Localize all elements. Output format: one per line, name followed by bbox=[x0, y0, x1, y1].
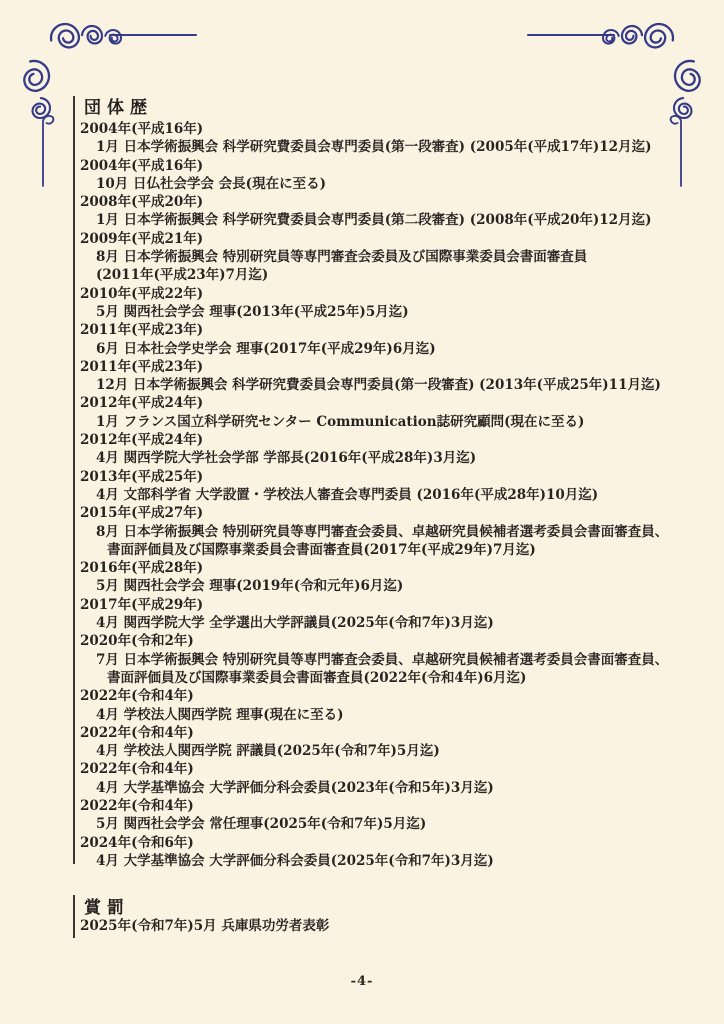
history-line: 2008年(平成20年) bbox=[80, 194, 204, 211]
history-line: 4月 大学基準協会 大学評価分科会委員(2023年(令和5年)3月迄) bbox=[96, 779, 494, 796]
history-line: 1月 日本学術振興会 科学研究費委員会専門委員(第一段審査) (2005年(平成17年)12月迄) bbox=[96, 139, 652, 156]
history-line: 4月 学校法人関西学院 理事(現在に至る) bbox=[96, 706, 344, 723]
history-line: 2010年(平成22年) bbox=[80, 285, 204, 302]
history-line: 2011年(平成23年) bbox=[80, 322, 204, 339]
history-line: 1月 フランス国立科学研究センター Communication誌研究顧問(現在に至る) bbox=[96, 413, 585, 430]
award-line: 2025年(令和7年)5月 兵庫県功労者表彰 bbox=[80, 918, 330, 934]
history-line: 4月 学校法人関西学院 評議員(2025年(令和7年)5月迄) bbox=[96, 743, 440, 760]
history-line: 2009年(平成21年) bbox=[80, 230, 204, 247]
history-line: 書面評価員及び国際事業委員会書面審査員(2017年(平成29年)7月迄) bbox=[107, 541, 536, 558]
history-line: 2022年(令和4年) bbox=[80, 724, 194, 741]
history-line: 8月 日本学術振興会 特別研究員等専門審査会委員、卓越研究員候補者選考委員会書面審査員、 bbox=[96, 523, 669, 540]
history-line: 6月 日本社会学史学会 理事(2017年(平成29年)6月迄) bbox=[96, 340, 436, 357]
history-line: 2012年(平成24年) bbox=[80, 395, 204, 412]
history-line: 5月 関西社会学会 理事(2019年(令和元年)6月迄) bbox=[96, 578, 404, 595]
history-line: 1月 日本学術振興会 科学研究費委員会専門委員(第二段審査) (2008年(平成20年)12月迄) bbox=[96, 212, 652, 229]
history-line: 2015年(平成27年) bbox=[80, 505, 204, 522]
history-line: (2011年(平成23年)7月迄) bbox=[96, 267, 269, 284]
history-line: 10月 日仏社会学会 会長(現在に至る) bbox=[96, 175, 326, 192]
history-line: 12月 日本学術振興会 科学研究費委員会専門委員(第一段審査) (2013年(平成25年)11月迄) bbox=[96, 377, 661, 394]
history-line: 書面評価員及び国際事業委員会書面審査員(2022年(令和4年)6月迄) bbox=[107, 669, 527, 686]
page-number: -4- bbox=[350, 974, 374, 989]
history-line: 2017年(平成29年) bbox=[80, 596, 204, 613]
history-line: 4月 大学基準協会 大学評価分科会委員(2025年(令和7年)3月迄) bbox=[96, 852, 494, 869]
history-line: 4月 関西学院大学 全学選出大学評議員(2025年(令和7年)3月迄) bbox=[96, 615, 494, 632]
history-line: 4月 関西学院大学社会学部 学部長(2016年(平成28年)3月迄) bbox=[96, 450, 477, 467]
history-line: 4月 文部科学省 大学設置・学校法人審査会専門委員 (2016年(平成28年)10月迄) bbox=[96, 486, 599, 503]
awards-list bbox=[80, 917, 329, 935]
organization-history-list bbox=[80, 120, 668, 870]
history-line: 7月 日本学術振興会 特別研究員等専門審査会委員、卓越研究員候補者選考委員会書面審査員、 bbox=[96, 651, 669, 668]
history-line: 2016年(平成28年) bbox=[80, 560, 204, 577]
history-line: 2004年(平成16年) bbox=[80, 157, 204, 174]
history-line: 2022年(令和4年) bbox=[80, 797, 194, 814]
history-line: 2011年(平成23年) bbox=[80, 358, 204, 375]
section-title-awards: 賞罰 bbox=[84, 898, 130, 918]
history-line: 2022年(令和4年) bbox=[80, 761, 194, 778]
section-title-organizations: 団体歴 bbox=[84, 98, 153, 118]
history-line: 2024年(令和6年) bbox=[80, 834, 194, 851]
history-line: 2004年(平成16年) bbox=[80, 121, 204, 137]
history-line: 5月 関西社会学会 常任理事(2025年(令和7年)5月迄) bbox=[96, 816, 427, 833]
history-line: 8月 日本学術振興会 特別研究員等専門審査会委員及び国際事業委員会書面審査員 bbox=[96, 249, 588, 266]
history-line: 2013年(平成25年) bbox=[80, 468, 204, 485]
history-line: 5月 関西社会学会 理事(2013年(平成25年)5月迄) bbox=[96, 303, 409, 320]
section-rule-organizations bbox=[73, 96, 75, 864]
history-line: 2022年(令和4年) bbox=[80, 688, 194, 705]
history-line: 2020年(令和2年) bbox=[80, 633, 194, 650]
section-rule-awards bbox=[73, 895, 75, 938]
history-line: 2012年(平成24年) bbox=[80, 432, 204, 449]
